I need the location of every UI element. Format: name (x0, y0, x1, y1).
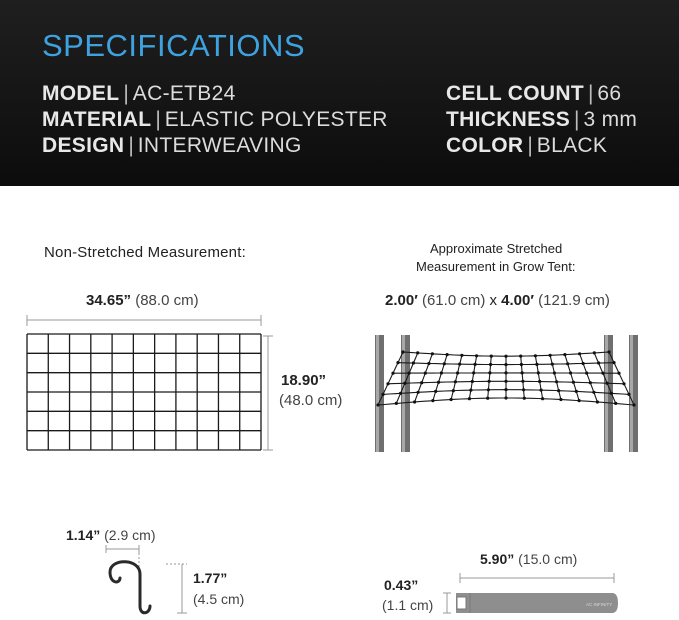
spec-separator: | (155, 108, 161, 131)
stretched-heading-line1: Approximate Stretched (430, 241, 563, 256)
stretched-net-knot (460, 354, 463, 357)
net-height-inches: 18.90” (281, 372, 327, 389)
stretched-net-knot (557, 389, 560, 392)
stretched-net-knot (627, 393, 630, 396)
stretched-net-knot (617, 372, 620, 375)
stretched-net-strand (451, 355, 462, 399)
stretched-net-knot (431, 399, 434, 402)
spec-key: MATERIAL (42, 108, 152, 131)
stretched-net-knot (416, 351, 419, 354)
stretched-net-knot (551, 363, 554, 366)
hook-height-inches-label (193, 570, 227, 586)
net-width-cm: (88.0 cm) (135, 292, 199, 309)
spec-value: INTERWEAVING (137, 134, 302, 157)
spec-separator: | (123, 82, 129, 105)
stretched-net-knot (537, 371, 540, 374)
stretched-net-knot (534, 354, 537, 357)
spec-key: CELL COUNT (446, 82, 584, 105)
hook-height-cm: (4.5 cm) (193, 591, 245, 607)
net-height-cm-label (279, 392, 342, 409)
stretched-net-knot (597, 361, 600, 364)
hook-height-cm-label (193, 591, 244, 607)
stretched-net-knot (553, 371, 556, 374)
spec-key: COLOR (446, 134, 524, 157)
stretched-net-knot (520, 363, 523, 366)
stretched-net-knot (413, 400, 416, 403)
stretched-net-knot (596, 400, 599, 403)
stretched-width-ft: 2.00′ (385, 292, 418, 309)
stretched-net-knot (386, 382, 389, 385)
stretched-net-knot (632, 403, 635, 406)
stretched-net-knot (424, 372, 427, 375)
stretched-net-knot (489, 363, 492, 366)
net-width-dimension-line (27, 315, 261, 326)
stretched-net-knot (585, 372, 588, 375)
stretched-net-strand (535, 356, 542, 399)
stretched-net-knot (607, 350, 610, 353)
stretched-net-knot (403, 382, 406, 385)
stretched-net-knot (446, 353, 449, 356)
stretched-net-knot (420, 381, 423, 384)
stretched-net-knot (521, 371, 524, 374)
stretched-net-knot (381, 393, 384, 396)
spec-value: 66 (597, 82, 622, 105)
stretched-net-knot (396, 361, 399, 364)
stretched-net-knot (578, 399, 581, 402)
s-hook-icon (110, 562, 150, 613)
strap-length-cm: (15.0 cm) (518, 551, 578, 567)
stretched-net-knot (431, 352, 434, 355)
hook-height-dimension-line (166, 564, 187, 613)
stretched-net-knot (523, 397, 526, 400)
stretched-net-knot (555, 380, 558, 383)
strap-length-dimension-line (460, 573, 614, 583)
stretched-net-knot (376, 403, 379, 406)
stretched-net-knot (575, 390, 578, 393)
stretched-net-knot (490, 355, 493, 358)
spec-key: MODEL (42, 82, 120, 105)
stretched-net-knot (504, 380, 507, 383)
hook-width-label (66, 527, 155, 543)
spec-value: BLACK (536, 134, 608, 157)
stretched-trellis-net (376, 350, 635, 406)
stretched-net-knot (408, 372, 411, 375)
stretched-net-strand (580, 354, 598, 402)
stretched-heading-line2: Measurement in Grow Tent: (416, 259, 576, 274)
hook-width-cm: (2.9 cm) (104, 527, 156, 543)
non-stretched-heading: Non-Stretched Measurement: (44, 244, 246, 261)
stretched-net-knot (582, 362, 585, 365)
stretched-net-knot (399, 392, 402, 395)
spec-value: 3 mm (583, 108, 638, 131)
stretched-net-knot (504, 371, 507, 374)
stretched-net-knot (504, 396, 507, 399)
stretched-net-knot (412, 361, 415, 364)
stretched-net-knot (440, 371, 443, 374)
stretched-net-knot (471, 380, 474, 383)
flat-trellis-net (27, 334, 261, 450)
stretched-net-knot (475, 354, 478, 357)
strap-width-inches: 0.43” (384, 577, 419, 593)
stretched-net-strand (469, 356, 476, 399)
stretched-net-knot (521, 380, 524, 383)
stretched-net-knot (592, 391, 595, 394)
stretched-net-strand (521, 356, 525, 398)
stretched-net-knot (569, 371, 572, 374)
stretched-net-knot (614, 402, 617, 405)
stretched-length-ft: 4.00′ (501, 292, 534, 309)
stretched-width-cm: (61.0 cm) (421, 292, 486, 309)
spec-separator: | (128, 134, 134, 157)
stretched-net-strand (415, 354, 433, 402)
spec-value: ELASTIC POLYESTER (164, 108, 388, 131)
stretched-net-knot (454, 380, 457, 383)
strap-length-inches: 5.90” (480, 551, 515, 567)
stretched-net-strand (488, 356, 492, 398)
stretched-net-knot (417, 391, 420, 394)
net-width-inches: 34.65” (86, 292, 132, 309)
stretched-net-knot (437, 381, 440, 384)
stretched-net-knot (434, 390, 437, 393)
stretched-net-knot (469, 389, 472, 392)
strap-length-label (480, 551, 577, 567)
stretched-net-knot (593, 351, 596, 354)
stretched-net-strand (565, 355, 579, 401)
stretched-net-knot (572, 381, 575, 384)
spec-separator: | (587, 82, 594, 105)
stretched-net-knot (458, 363, 461, 366)
stretched-net-knot (504, 388, 507, 391)
stretched-net-strand (550, 355, 561, 399)
strap-width-inches-label (384, 577, 418, 593)
stretched-net-knot (450, 398, 453, 401)
spec-key: DESIGN (42, 134, 125, 157)
strap-width-cm: (1.1 cm) (382, 597, 434, 613)
stretched-net-knot (452, 389, 455, 392)
spec-key: THICKNESS (446, 108, 571, 131)
spec-separator: | (574, 108, 580, 131)
stretched-net-knot (488, 371, 491, 374)
net-height-inches-label (281, 372, 326, 389)
stretched-dimension-label (385, 292, 610, 309)
stretched-net-knot (468, 397, 471, 400)
stretched-net-knot (391, 372, 394, 375)
strap-brand-text: AC INFINITY (586, 602, 613, 607)
stretched-net-knot (486, 397, 489, 400)
stretched-net-knot (549, 354, 552, 357)
stretched-net-knot (601, 372, 604, 375)
stretched-net-knot (541, 397, 544, 400)
stretched-net-knot (456, 371, 459, 374)
stretched-times: x (489, 292, 497, 309)
stretched-net-knot (612, 361, 615, 364)
strap-width-dimension-line (443, 593, 451, 613)
stretched-net-knot (427, 362, 430, 365)
stretched-net-strand (433, 355, 447, 401)
stretched-length-cm: (121.9 cm) (538, 292, 610, 309)
stretched-net-knot (395, 402, 398, 405)
stretched-net-knot (606, 382, 609, 385)
stretched-net-knot (488, 380, 491, 383)
strap-width-cm-label (382, 597, 433, 613)
stretched-net-knot (535, 363, 538, 366)
stretched-net-knot (443, 362, 446, 365)
net-height-dimension-line (263, 336, 273, 450)
stretched-net-knot (401, 350, 404, 353)
stretched-net-knot (540, 389, 543, 392)
stretched-net-knot (622, 382, 625, 385)
stretched-net-knot (610, 392, 613, 395)
stretched-net-knot (504, 363, 507, 366)
hook-width-inches: 1.14” (66, 527, 101, 543)
spec-separator: | (527, 134, 533, 157)
stretched-net-knot (519, 355, 522, 358)
spec-value: AC-ETB24 (132, 82, 236, 105)
hook-height-inches: 1.77” (193, 570, 228, 586)
stretched-net-knot (563, 353, 566, 356)
stretched-net-knot (559, 398, 562, 401)
stretched-net-knot (589, 381, 592, 384)
stretched-net-knot (487, 388, 490, 391)
stretched-net-knot (522, 388, 525, 391)
stretched-net-knot (474, 363, 477, 366)
stretched-net-knot (504, 355, 507, 358)
stretched-net-knot (472, 371, 475, 374)
specifications-title: SPECIFICATIONS (42, 28, 306, 63)
net-height-cm: (48.0 cm) (279, 392, 343, 409)
stretched-net-knot (578, 352, 581, 355)
stretched-net-knot (538, 380, 541, 383)
stretched-net-knot (566, 362, 569, 365)
